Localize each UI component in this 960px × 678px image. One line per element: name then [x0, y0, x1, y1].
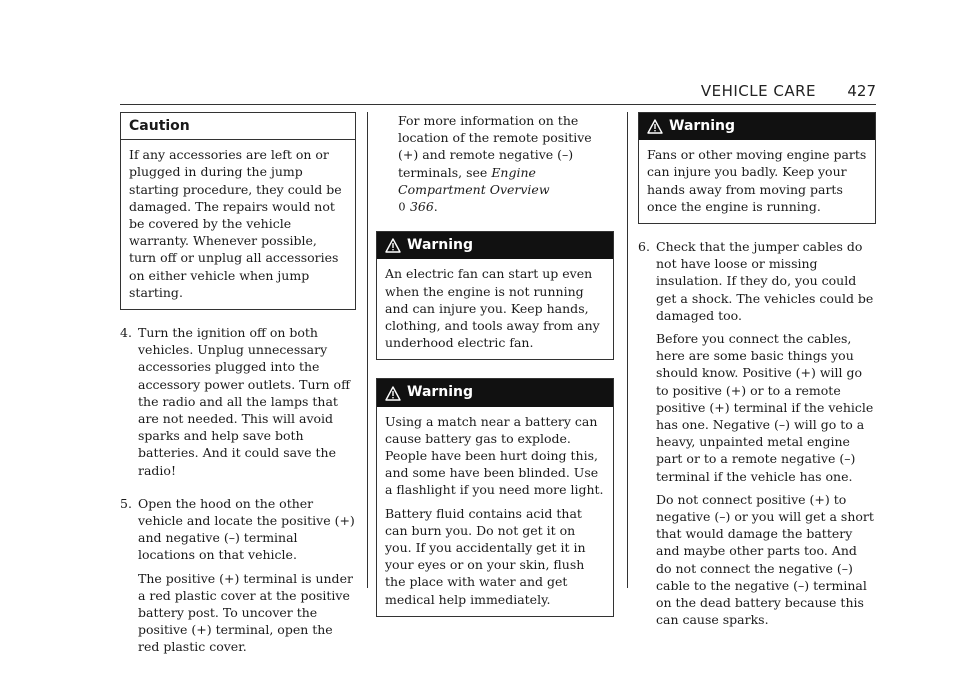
warning-body: Fans or other moving engine parts can injure you badly. Keep your hands away from moving parts once the engine is running.: [647, 147, 867, 214]
section-title: VEHICLE CARE: [700, 82, 816, 100]
column-divider-2: [627, 112, 628, 588]
column-3: [638, 112, 876, 634]
step-number: 6.: [638, 239, 650, 255]
step-number: 4.: [120, 325, 132, 341]
warning-box-battery: [376, 378, 614, 616]
step-number: 5.: [120, 495, 132, 511]
page-ref-arrow-icon: 0: [398, 199, 406, 214]
reference-link[interactable]: Engine Compartment Overview: [398, 164, 550, 197]
reference-page[interactable]: 366: [409, 199, 434, 215]
caution-title: Caution: [121, 113, 355, 140]
warning-header: [639, 113, 875, 140]
warning-triangle-icon: [385, 238, 401, 253]
step-text-continued: The positive (+) terminal is under a red plastic cover at the positive battery post. To uncover the positive (+) terminal, open the red plastic cover.: [138, 570, 353, 655]
caution-box: [120, 112, 356, 310]
step-text: Open the hood on the other vehicle and locate the positive (+) and negative (–) terminal locations on that vehicle.: [138, 495, 355, 563]
warning-body: An electric fan can start up even when the engine is not running and can injure you. Keep hands, clothing, and tools away from any underhood electric fan.: [385, 266, 600, 351]
warning-box-fan: [376, 231, 614, 360]
caution-body: If any accessories are left on or plugged in during the jump starting procedure, they could be damaged. The repairs would not be covered by the vehicle warranty. Whenever possible, turn off or unplug all accessories on either vehicle when jump starting.: [129, 147, 342, 300]
page-number: 427: [847, 82, 876, 100]
step-text-continued: Do not connect positive (+) to negative (–) or you will get a short that would damage the battery and maybe other parts too. And do not connect the negative (–) cable to the negative (–) terminal on the dead battery because this can cause sparks.: [656, 491, 874, 628]
step-6: [638, 238, 876, 634]
warning-title: Warning: [407, 384, 474, 401]
warning-title: Warning: [669, 118, 736, 134]
warning-box-moving-parts: [638, 112, 876, 224]
step-5: [120, 495, 356, 662]
column-1: [120, 112, 356, 662]
column-divider-1: [367, 112, 368, 588]
step-4: [120, 324, 356, 485]
warning-title: Warning: [407, 237, 474, 254]
step-text: Check that the jumper cables do not have loose or missing insulation. If they do, you could get a shock. The vehicles could be damaged too.: [656, 239, 874, 323]
reference-intro: For more information on the location of the remote positive (+) and remote negative (–) terminals, see: [398, 113, 592, 180]
reference-tail: .: [433, 199, 438, 215]
page-header: [120, 80, 876, 105]
column-2: [376, 112, 614, 631]
warning-header: [377, 379, 613, 406]
warning-triangle-icon: [385, 386, 401, 401]
warning-body: Using a match near a battery can cause battery gas to explode. People have been hurt doing this, and some have been blinded. Use a flashlight if you need more light.: [385, 413, 604, 498]
warning-triangle-icon: [647, 119, 663, 134]
warning-header: [377, 232, 613, 259]
warning-body-continued: Battery fluid contains acid that can burn you. Do not get it on you. If you accidentally get it in your eyes or on your skin, flush the place with water and get medical help immediately.: [385, 505, 586, 607]
step-text: Turn the ignition off on both vehicles. Unplug unnecessary accessories plugged into the accessory power outlets. Turn off the radio and all the lamps that are not needed. This will avoid sparks and help save both batteries. And it could save the radio!: [138, 325, 350, 478]
reference-paragraph: [398, 112, 614, 215]
step-text-continued: Before you connect the cables, here are some basic things you should know. Positive (+) will go to positive (+) or to a remote positive (+) terminal if the vehicle has one. Negative (–) will go to a heavy, unpainted metal engine part or to a remote negative (–) terminal if the vehicle has one.: [656, 331, 874, 484]
